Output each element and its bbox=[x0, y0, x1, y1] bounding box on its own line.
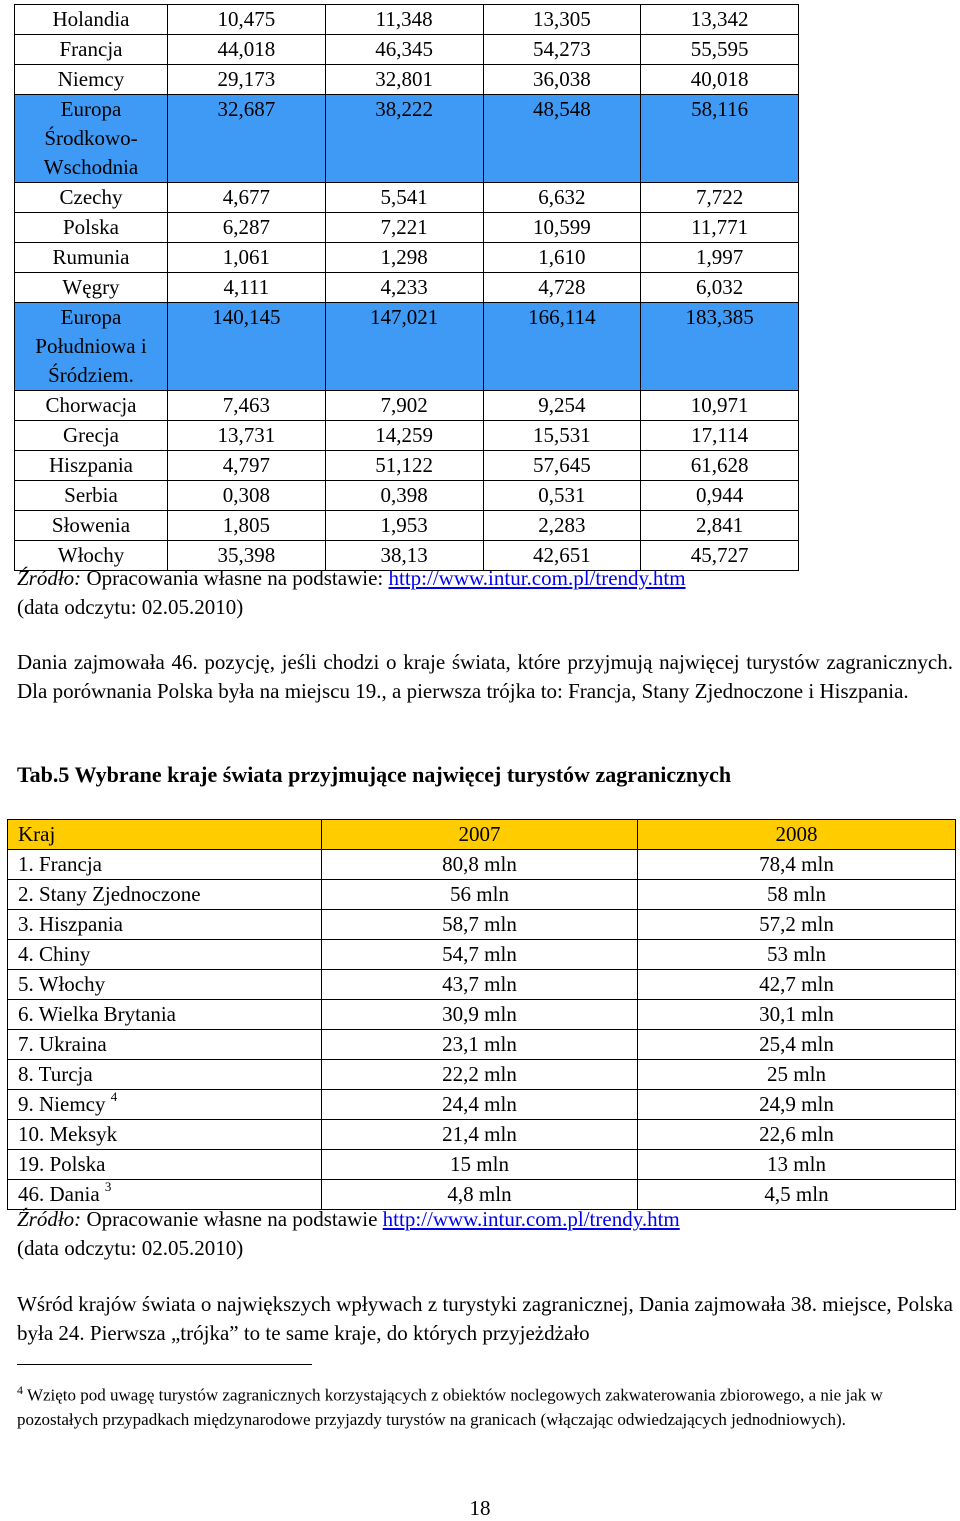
table-row bbox=[8, 880, 956, 910]
value-cell: 36,038 bbox=[483, 65, 641, 95]
region-name-cell: Chorwacja bbox=[15, 391, 168, 421]
value-cell: 4,728 bbox=[483, 273, 641, 303]
value-cell: 1,805 bbox=[168, 511, 326, 541]
source-text: Opracowania własne na podstawie: bbox=[81, 566, 389, 590]
country-name: 8. Turcja bbox=[18, 1062, 93, 1086]
source-note-1 bbox=[17, 564, 686, 593]
header-2008: 2008 bbox=[638, 820, 956, 850]
value-cell: 0,308 bbox=[168, 481, 326, 511]
value-2007-cell: 24,4 mln bbox=[322, 1090, 638, 1120]
value-2007-cell: 56 mln bbox=[322, 880, 638, 910]
country-cell bbox=[8, 940, 322, 970]
country-cell bbox=[8, 1030, 322, 1060]
value-cell: 13,731 bbox=[168, 421, 326, 451]
source-label: Źródło: bbox=[17, 566, 82, 590]
top-destinations-table bbox=[7, 819, 956, 1210]
value-cell: 58,116 bbox=[641, 95, 799, 183]
paragraph-tourism-revenue: Wśród krajów świata o największych wpływach z turystyki zagranicznej, Dania zajmowała 38. miejsce, Polska była 24. Pierwsza „trójka” to te same kraje, do których przyjeżdżało bbox=[17, 1292, 953, 1345]
value-cell: 38,13 bbox=[325, 541, 483, 571]
value-2008-cell: 57,2 mln bbox=[638, 910, 956, 940]
table-row bbox=[15, 243, 799, 273]
value-cell: 40,018 bbox=[641, 65, 799, 95]
value-cell: 4,797 bbox=[168, 451, 326, 481]
country-name: 10. Meksyk bbox=[18, 1122, 118, 1146]
value-cell: 7,463 bbox=[168, 391, 326, 421]
region-name-line: Środkowo- bbox=[44, 126, 138, 150]
country-name: 1. Francja bbox=[18, 852, 102, 876]
value-cell: 14,259 bbox=[325, 421, 483, 451]
country-name: 19. Polska bbox=[18, 1152, 106, 1176]
footnote-ref: 4 bbox=[110, 1089, 118, 1104]
footnote-ref: 3 bbox=[104, 1179, 112, 1194]
country-name: 3. Hiszpania bbox=[18, 912, 123, 936]
value-2007-cell: 21,4 mln bbox=[322, 1120, 638, 1150]
source-text: Opracowanie własne na podstawie bbox=[81, 1207, 383, 1231]
value-cell: 1,298 bbox=[325, 243, 483, 273]
value-2008-cell: 42,7 mln bbox=[638, 970, 956, 1000]
value-cell: 4,233 bbox=[325, 273, 483, 303]
value-cell: 11,771 bbox=[641, 213, 799, 243]
value-2007-cell: 58,7 mln bbox=[322, 910, 638, 940]
table-row bbox=[15, 273, 799, 303]
table-row bbox=[15, 183, 799, 213]
value-cell: 1,061 bbox=[168, 243, 326, 273]
table-row bbox=[8, 1090, 956, 1120]
table-row bbox=[15, 213, 799, 243]
table-row bbox=[15, 65, 799, 95]
country-cell bbox=[8, 1060, 322, 1090]
value-cell: 0,944 bbox=[641, 481, 799, 511]
value-cell: 42,651 bbox=[483, 541, 641, 571]
regional-tourism-table bbox=[14, 4, 799, 571]
country-cell bbox=[8, 1150, 322, 1180]
value-2008-cell: 53 mln bbox=[638, 940, 956, 970]
country-name: 9. Niemcy bbox=[18, 1092, 106, 1116]
value-cell: 61,628 bbox=[641, 451, 799, 481]
value-cell: 32,687 bbox=[168, 95, 326, 183]
value-cell: 140,145 bbox=[168, 303, 326, 391]
country-cell bbox=[8, 970, 322, 1000]
value-cell: 0,398 bbox=[325, 481, 483, 511]
table-row bbox=[15, 511, 799, 541]
table-row bbox=[15, 5, 799, 35]
region-name-cell bbox=[15, 303, 168, 391]
region-name-cell bbox=[15, 95, 168, 183]
table-row bbox=[8, 1120, 956, 1150]
region-name-cell: Czechy bbox=[15, 183, 168, 213]
value-cell: 1,997 bbox=[641, 243, 799, 273]
value-cell: 6,287 bbox=[168, 213, 326, 243]
footnote bbox=[17, 1378, 947, 1432]
value-2007-cell: 43,7 mln bbox=[322, 970, 638, 1000]
table-row bbox=[15, 451, 799, 481]
country-name: 4. Chiny bbox=[18, 942, 91, 966]
country-name: 7. Ukraina bbox=[18, 1032, 107, 1056]
value-cell: 2,283 bbox=[483, 511, 641, 541]
regional-tourism-table-body bbox=[15, 5, 799, 571]
table-row bbox=[15, 391, 799, 421]
value-cell: 51,122 bbox=[325, 451, 483, 481]
table-row bbox=[8, 940, 956, 970]
table-row bbox=[15, 95, 799, 183]
source-link[interactable]: http://www.intur.com.pl/trendy.htm bbox=[382, 1207, 680, 1231]
value-2008-cell: 30,1 mln bbox=[638, 1000, 956, 1030]
paragraph-denmark-ranking: Dania zajmowała 46. pozycję, jeśli chodzi o kraje świata, które przyjmują najwięcej turystów zagranicznych. Dla porównania Polska była na miejscu 19., a pierwsza trójka to: Francja, Stany Zjednoczone i Hiszpania. bbox=[17, 650, 953, 703]
value-2007-cell: 22,2 mln bbox=[322, 1060, 638, 1090]
country-cell bbox=[8, 910, 322, 940]
value-cell: 4,111 bbox=[168, 273, 326, 303]
value-cell: 4,677 bbox=[168, 183, 326, 213]
value-2008-cell: 13 mln bbox=[638, 1150, 956, 1180]
region-name-cell: Włochy bbox=[15, 541, 168, 571]
region-name-cell: Polska bbox=[15, 213, 168, 243]
value-2007-cell: 15 mln bbox=[322, 1150, 638, 1180]
source-date-1: (data odczytu: 02.05.2010) bbox=[17, 595, 244, 619]
table-5-title: Tab.5 Wybrane kraje świata przyjmujące najwięcej turystów zagranicznych bbox=[17, 762, 732, 787]
region-name-cell: Słowenia bbox=[15, 511, 168, 541]
region-name-cell: Holandia bbox=[15, 5, 168, 35]
source-label: Źródło: bbox=[17, 1207, 82, 1231]
table-row bbox=[8, 1150, 956, 1180]
value-2008-cell: 78,4 mln bbox=[638, 850, 956, 880]
value-2008-cell: 22,6 mln bbox=[638, 1120, 956, 1150]
value-cell: 55,595 bbox=[641, 35, 799, 65]
country-cell bbox=[8, 1090, 322, 1120]
region-name-line: Europa bbox=[60, 305, 122, 329]
value-cell: 6,032 bbox=[641, 273, 799, 303]
table-row bbox=[15, 303, 799, 391]
top-destinations-table-body bbox=[8, 820, 956, 1210]
value-cell: 35,398 bbox=[168, 541, 326, 571]
value-cell: 48,548 bbox=[483, 95, 641, 183]
value-cell: 5,541 bbox=[325, 183, 483, 213]
value-cell: 7,902 bbox=[325, 391, 483, 421]
value-2007-cell: 23,1 mln bbox=[322, 1030, 638, 1060]
country-cell bbox=[8, 850, 322, 880]
value-cell: 2,841 bbox=[641, 511, 799, 541]
region-name-cell: Rumunia bbox=[15, 243, 168, 273]
value-2007-cell: 80,8 mln bbox=[322, 850, 638, 880]
value-cell: 45,727 bbox=[641, 541, 799, 571]
value-2007-cell: 54,7 mln bbox=[322, 940, 638, 970]
source-date-2: (data odczytu: 02.05.2010) bbox=[17, 1236, 244, 1260]
table-row bbox=[15, 35, 799, 65]
region-name-cell: Serbia bbox=[15, 481, 168, 511]
value-cell: 46,345 bbox=[325, 35, 483, 65]
region-name-line: Wschodnia bbox=[43, 155, 139, 179]
value-cell: 15,531 bbox=[483, 421, 641, 451]
value-cell: 1,610 bbox=[483, 243, 641, 273]
country-cell bbox=[8, 880, 322, 910]
value-cell: 17,114 bbox=[641, 421, 799, 451]
page-number: 18 bbox=[469, 1496, 491, 1520]
value-cell: 10,599 bbox=[483, 213, 641, 243]
country-cell bbox=[8, 1000, 322, 1030]
value-cell: 32,801 bbox=[325, 65, 483, 95]
region-name-cell: Niemcy bbox=[15, 65, 168, 95]
value-cell: 6,632 bbox=[483, 183, 641, 213]
value-cell: 7,221 bbox=[325, 213, 483, 243]
value-cell: 11,348 bbox=[325, 5, 483, 35]
value-cell: 10,475 bbox=[168, 5, 326, 35]
value-2007-cell: 30,9 mln bbox=[322, 1000, 638, 1030]
source-link[interactable]: http://www.intur.com.pl/trendy.htm bbox=[388, 566, 686, 590]
value-cell: 183,385 bbox=[641, 303, 799, 391]
value-cell: 1,953 bbox=[325, 511, 483, 541]
value-2008-cell: 25 mln bbox=[638, 1060, 956, 1090]
region-name-cell: Węgry bbox=[15, 273, 168, 303]
table-row bbox=[8, 1000, 956, 1030]
region-name-line: Śródziem. bbox=[48, 363, 134, 387]
table-row bbox=[15, 421, 799, 451]
table-row bbox=[15, 481, 799, 511]
country-name: 46. Dania bbox=[18, 1182, 100, 1206]
region-name-cell: Hiszpania bbox=[15, 451, 168, 481]
value-cell: 38,222 bbox=[325, 95, 483, 183]
country-name: 5. Włochy bbox=[18, 972, 106, 996]
country-name: 2. Stany Zjednoczone bbox=[18, 882, 201, 906]
region-name-cell: Francja bbox=[15, 35, 168, 65]
footnote-number: 4 bbox=[17, 1383, 23, 1397]
value-cell: 9,254 bbox=[483, 391, 641, 421]
value-cell: 54,273 bbox=[483, 35, 641, 65]
value-2007-cell: 4,8 mln bbox=[322, 1180, 638, 1210]
value-cell: 13,342 bbox=[641, 5, 799, 35]
value-cell: 0,531 bbox=[483, 481, 641, 511]
value-cell: 13,305 bbox=[483, 5, 641, 35]
table-row bbox=[8, 910, 956, 940]
value-cell: 44,018 bbox=[168, 35, 326, 65]
header-2007: 2007 bbox=[322, 820, 638, 850]
table-row bbox=[8, 1030, 956, 1060]
region-name-line: Europa bbox=[60, 97, 122, 121]
value-cell: 10,971 bbox=[641, 391, 799, 421]
value-cell: 29,173 bbox=[168, 65, 326, 95]
table-row bbox=[8, 970, 956, 1000]
value-2008-cell: 58 mln bbox=[638, 880, 956, 910]
table-row bbox=[8, 850, 956, 880]
value-cell: 7,722 bbox=[641, 183, 799, 213]
header-kraj: Kraj bbox=[8, 820, 322, 850]
value-cell: 166,114 bbox=[483, 303, 641, 391]
region-name-cell: Grecja bbox=[15, 421, 168, 451]
footnote-separator bbox=[17, 1364, 312, 1365]
region-name-line: Południowa i bbox=[35, 334, 147, 358]
value-2008-cell: 4,5 mln bbox=[638, 1180, 956, 1210]
value-cell: 147,021 bbox=[325, 303, 483, 391]
value-2008-cell: 25,4 mln bbox=[638, 1030, 956, 1060]
country-name: 6. Wielka Brytania bbox=[18, 1002, 176, 1026]
footnote-text: Wzięto pod uwagę turystów zagranicznych korzystających z obiektów noclegowych zakwaterowania zbiorowego, a nie jak w pozostałych przypadkach międzynarodowe przyjazdy turystów na granicach (włączając odwiedzających jednodniowych). bbox=[17, 1385, 883, 1429]
value-cell: 57,645 bbox=[483, 451, 641, 481]
table-row bbox=[8, 1060, 956, 1090]
country-cell bbox=[8, 1120, 322, 1150]
table-header-row bbox=[8, 820, 956, 850]
source-note-2 bbox=[17, 1205, 680, 1234]
value-2008-cell: 24,9 mln bbox=[638, 1090, 956, 1120]
